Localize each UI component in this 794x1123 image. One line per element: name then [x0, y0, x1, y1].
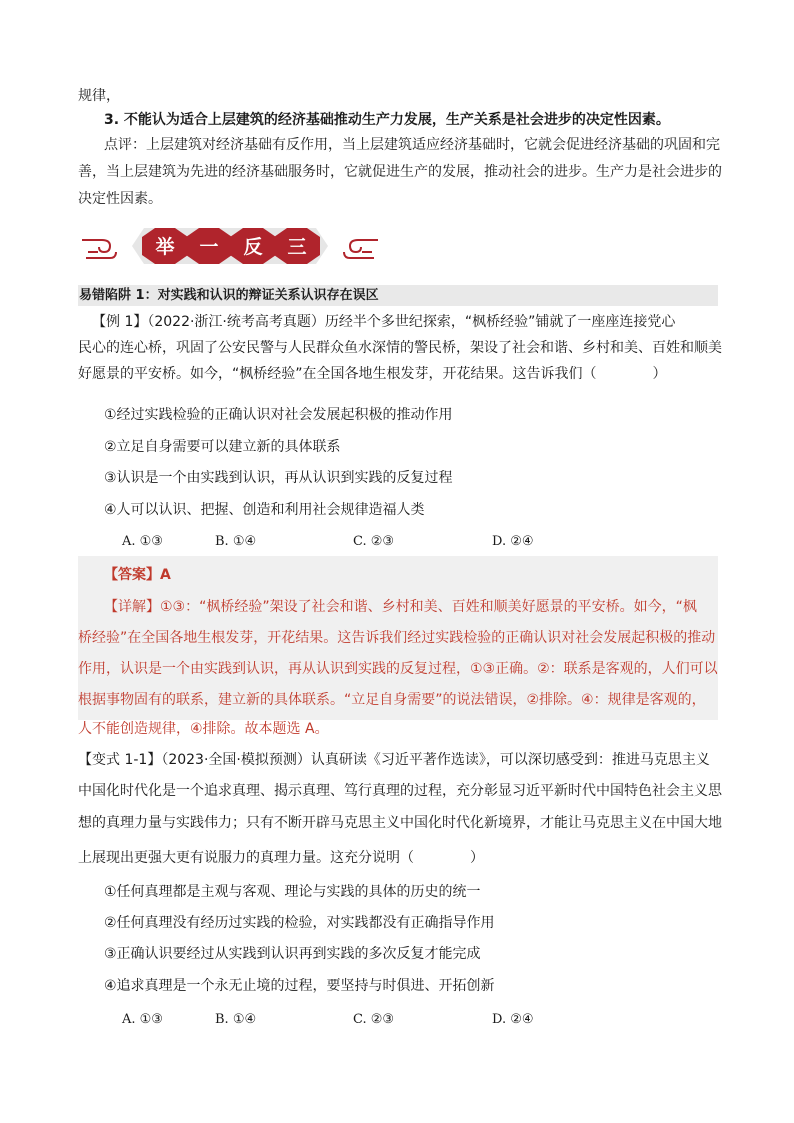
top-point-3: 3. 不能认为适合上层建筑的经济基础推动生产力发展，生产关系是社会进步的决定性因素。: [104, 112, 670, 128]
top-comment-line-2: 善，当上层建筑为先进的经济基础服务时，它就促进生产的发展，推动社会的进步。生产力是社会进步的: [78, 164, 722, 180]
example1-item-3: ③认识是一个由实践到认识，再从认识到实践的反复过程: [104, 470, 453, 486]
banner-char-4: 三: [287, 236, 307, 258]
variant1-stem-line-1: 【变式 1-1】（2023·全国·模拟预测）认真研读《习近平著作选读》，可以深切感受到：推进马克思主义: [78, 752, 710, 768]
right-swirl-icon: [344, 240, 378, 258]
example1-stem-line-3: 好愿景的平安桥。如今，“枫桥经验”在全国各地生根发芽，开花结果。这告诉我们（ ）: [78, 366, 667, 382]
example1-option-c: C. ②③: [353, 534, 395, 549]
variant1-stem-line-4: 上展现出更强大更有说服力的真理力量。这充分说明（ ）: [78, 850, 484, 866]
example1-option-b: B. ①④: [215, 534, 257, 549]
variant1-option-d: D. ②④: [492, 1012, 534, 1027]
example1-option-d: D. ②④: [492, 534, 534, 549]
example1-detail-line-5: 人不能创造规律，④排除。故本题选 A。: [78, 721, 329, 737]
example1-detail-line-2: 桥经验”在全国各地生根发芽，开花结果。这告诉我们经过实践检验的正确认识对社会发展起积极的推动: [78, 630, 716, 646]
example1-stem-line-1: 【例 1】（2022·浙江·统考高考真题）历经半个多世纪探索，“枫桥经验”铺就了一座座连接党心: [92, 314, 676, 330]
example1-answer: 【答案】A: [104, 567, 171, 583]
example1-stem-line-2: 民心的连心桥，巩固了公安民警与人民群众鱼水深情的警民桥，架设了社会和谐、乡村和美、百姓和顺美: [78, 340, 722, 356]
example1-detail-line-3: 作用，认识是一个由实践到认识，再从认识到实践的反复过程，①③正确。②：联系是客观的，人们可以: [78, 661, 718, 677]
example1-options: [122, 532, 562, 552]
variant1-item-4: ④追求真理是一个永无止境的过程，要坚持与时俱进、开拓创新: [104, 978, 495, 994]
variant1-item-3: ③正确认识要经过从实践到认识再到实践的多次反复才能完成: [104, 946, 481, 962]
example1-item-1: ①经过实践检验的正确认识对社会发展起积极的推动作用: [104, 407, 453, 423]
variant1-option-b: B. ①④: [215, 1012, 257, 1027]
variant1-item-2: ②任何真理没有经历过实践的检验，对实践都没有正确指导作用: [104, 915, 495, 931]
banner-char-3: 反: [243, 236, 263, 258]
example1-item-4: ④人可以认识、把握、创造和利用社会规律造福人类: [104, 502, 425, 518]
left-swirl-icon: [82, 240, 116, 258]
variant1-option-a: A. ①③: [122, 1012, 163, 1027]
variant1-options: [122, 1010, 562, 1030]
example1-item-2: ②立足自身需要可以建立新的具体联系: [104, 439, 341, 455]
top-comment-line-3: 决定性因素。: [78, 191, 162, 207]
section-banner: [80, 222, 380, 270]
variant1-stem-line-3: 想的真理力量与实践伟力；只有不断开辟马克思主义中国化时代化新境界，才能让马克思主义在中国大地: [78, 815, 722, 831]
trap-heading: 易错陷阱 1：对实践和认识的辩证关系认识存在误区: [79, 288, 379, 303]
example1-detail-line-4: 根据事物固有的联系，建立新的具体联系。“立足自身需要”的说法错误，②排除。④：规律是客观的，: [78, 692, 706, 708]
banner-char-1: 举: [155, 236, 175, 258]
example1-detail-line-1: 【详解】①③：“枫桥经验”架设了社会和谐、乡村和美、百姓和顺美好愿景的平安桥。如今，“枫: [104, 599, 697, 615]
top-line-1: 规律，: [78, 88, 120, 104]
top-comment-line-1: 点评：上层建筑对经济基础有反作用，当上层建筑适应经济基础时，它就会促进经济基础的巩固和完: [104, 137, 720, 153]
variant1-item-1: ①任何真理都是主观与客观、理论与实践的具体的历史的统一: [104, 884, 481, 900]
variant1-stem-line-2: 中国化时代化是一个追求真理、揭示真理、笃行真理的过程，充分彰显习近平新时代中国特色社会主义思: [78, 783, 722, 799]
variant1-option-c: C. ②③: [353, 1012, 395, 1027]
example1-option-a: A. ①③: [122, 534, 163, 549]
banner-char-2: 一: [199, 236, 219, 258]
